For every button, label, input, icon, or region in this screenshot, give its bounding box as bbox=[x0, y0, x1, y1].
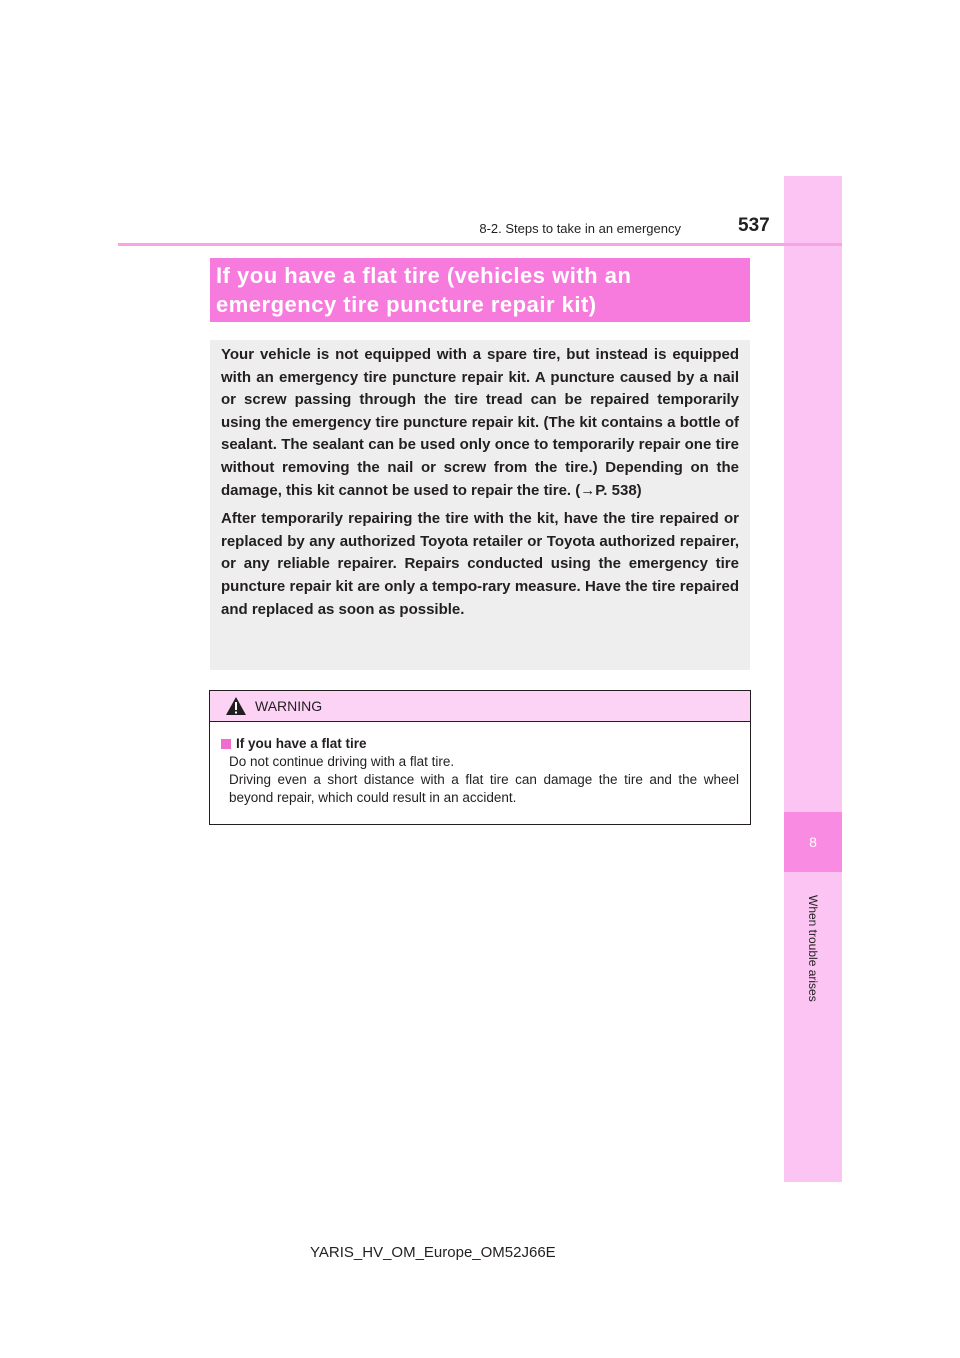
warning-body bbox=[210, 722, 750, 807]
section-title-line-2: emergency tire puncture repair kit) bbox=[216, 292, 597, 317]
warning-text-1: Do not continue driving with a flat tire. bbox=[229, 754, 455, 769]
intro-box bbox=[210, 340, 750, 670]
intro-paragraph-2: After temporarily repairing the tire with the kit, have the tire repaired or replaced by any authorized Toyota retailer or Toyota authorized repairer, or any reliable repairer. Repairs conducted using the emergency tire puncture repair kit are only a tempo-rary measure. Have the tire repaired and replaced as soon as possible. bbox=[221, 510, 739, 618]
section-title-box bbox=[210, 258, 750, 322]
document-id: YARIS_HV_OM_Europe_OM52J66E bbox=[310, 1244, 556, 1261]
warning-label: WARNING bbox=[255, 698, 323, 714]
chapter-number[interactable] bbox=[784, 812, 842, 872]
page-number: 537 bbox=[738, 215, 770, 236]
warning-box bbox=[209, 690, 751, 825]
header-divider bbox=[118, 243, 842, 246]
chapter-title bbox=[784, 880, 842, 1016]
chapter-number-label: 8 bbox=[809, 834, 817, 850]
warning-text-2: Driving even a short distance with a flat tire can damage the tire and the wheel beyond repair, which could result in an accident. bbox=[229, 772, 739, 805]
square-bullet-icon bbox=[221, 739, 231, 749]
warning-subheading-text: If you have a flat tire bbox=[236, 736, 367, 751]
warning-subheading bbox=[221, 735, 739, 753]
side-tab bbox=[784, 176, 842, 1182]
warning-triangle-icon bbox=[225, 696, 247, 716]
intro-paragraph-1: Your vehicle is not equipped with a spare tire, but instead is equipped with an emergency tire puncture repair kit. A puncture caused by a nail or screw passing through the tire tread can be repaired temporarily using the emergency tire puncture repair kit. (The kit contains a bottle of sealant. The sealant can be used only once to temporarily repair one tire without removing the nail or screw from the tire.) Depending on the damage, this kit cannot be used to repair the tire. (→P. 538) bbox=[221, 346, 739, 499]
section-heading: 8-2. Steps to take in an emergency bbox=[479, 221, 681, 236]
chapter-title-label: When trouble arises bbox=[806, 894, 820, 1002]
section-title-line-1: If you have a flat tire (vehicles with an bbox=[216, 263, 632, 288]
warning-header bbox=[210, 691, 750, 722]
section-title bbox=[216, 261, 744, 319]
